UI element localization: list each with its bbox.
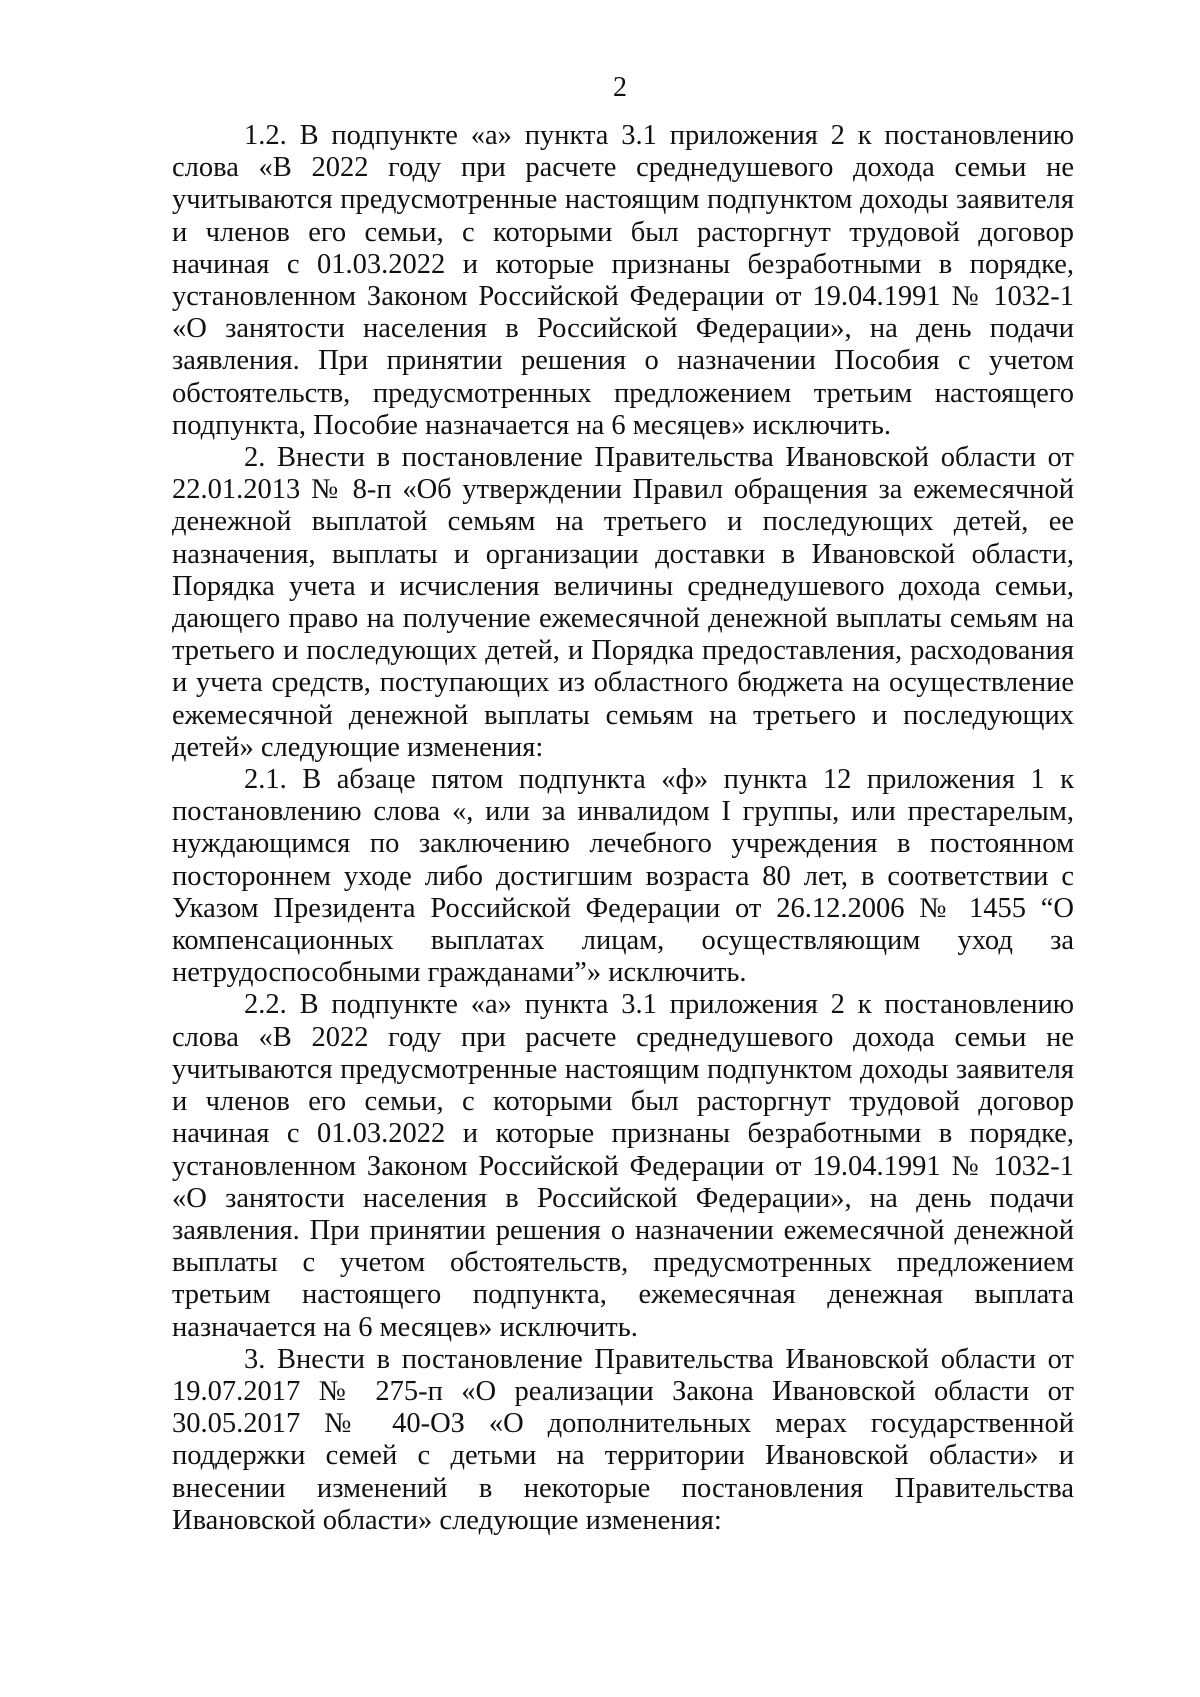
paragraph-3: 3. Внести в постановление Правительства Ивановской области от 19.07.2017 № 275-п «О реализации Закона Ивановской области от 30.05.2017 № 40-ОЗ «О дополнительных мерах государственной поддержки семей с детьми на территории Ивановской области» и внесении изменений в некоторые постановления Правительства Ивановской области» следующие изменения: (172, 1343, 1074, 1536)
paragraph-2: 2. Внести в постановление Правительства Ивановской области от 22.01.2013 № 8-п «Об утверждении Правил обращения за ежемесячной денежной выплатой семьям на третьего и последующих детей, ее назначения, выплаты и организации доставки в Ивановской области, Порядка учета и исчисления величины среднедушевого дохода семьи, дающего право на получение ежемесячной денежной выплаты семьям на третьего и последующих детей, и Порядка предоставления, расходования и учета средств, поступающих из областного бюджета на осуществление ежемесячной денежной выплаты семьям на третьего и последующих детей» следующие изменения: (172, 442, 1074, 763)
page-number: 2 (613, 72, 627, 103)
document-body (172, 120, 1074, 1537)
paragraph-1-2: 1.2. В подпункте «а» пункта 3.1 приложения 2 к постановлению слова «В 2022 году при расчете среднедушевого дохода семьи не учитываются предусмотренные настоящим подпунктом доходы заявителя и членов его семьи, с которыми был расторгнут трудовой договор начиная с 01.03.2022 и которые признаны безработными в порядке, установленном Законом Российской Федерации от 19.04.1991 № 1032-1 «О занятости населения в Российской Федерации», на день подачи заявления. При принятии решения о назначении Пособия с учетом обстоятельств, предусмотренных предложением третьим настоящего подпункта, Пособие назначается на 6 месяцев» исключить. (172, 120, 1074, 441)
paragraph-2-1: 2.1. В абзаце пятом подпункта «ф» пункта 12 приложения 1 к постановлению слова «, или за инвалидом I группы, или престарелым, нуждающимся по заключению лечебного учреждения в постоянном постороннем уходе либо достигшим возраста 80 лет, в соответствии с Указом Президента Российской Федерации от 26.12.2006 № 1455 “О компенсационных выплатах лицам, осуществляющим уход за нетрудоспособными гражданами”» исключить. (172, 764, 1074, 989)
paragraph-2-2: 2.2. В подпункте «а» пункта 3.1 приложения 2 к постановлению слова «В 2022 году при расчете среднедушевого дохода семьи не учитываются предусмотренные настоящим подпунктом доходы заявителя и членов его семьи, с которыми был расторгнут трудовой договор начиная с 01.03.2022 и которые признаны безработными в порядке, установленном Законом Российской Федерации от 19.04.1991 № 1032-1 «О занятости населения в Российской Федерации», на день подачи заявления. При принятии решения о назначении ежемесячной денежной выплаты с учетом обстоятельств, предусмотренных предложением третьим настоящего подпункта, ежемесячная денежная выплата назначается на 6 месяцев» исключить. (172, 989, 1074, 1343)
